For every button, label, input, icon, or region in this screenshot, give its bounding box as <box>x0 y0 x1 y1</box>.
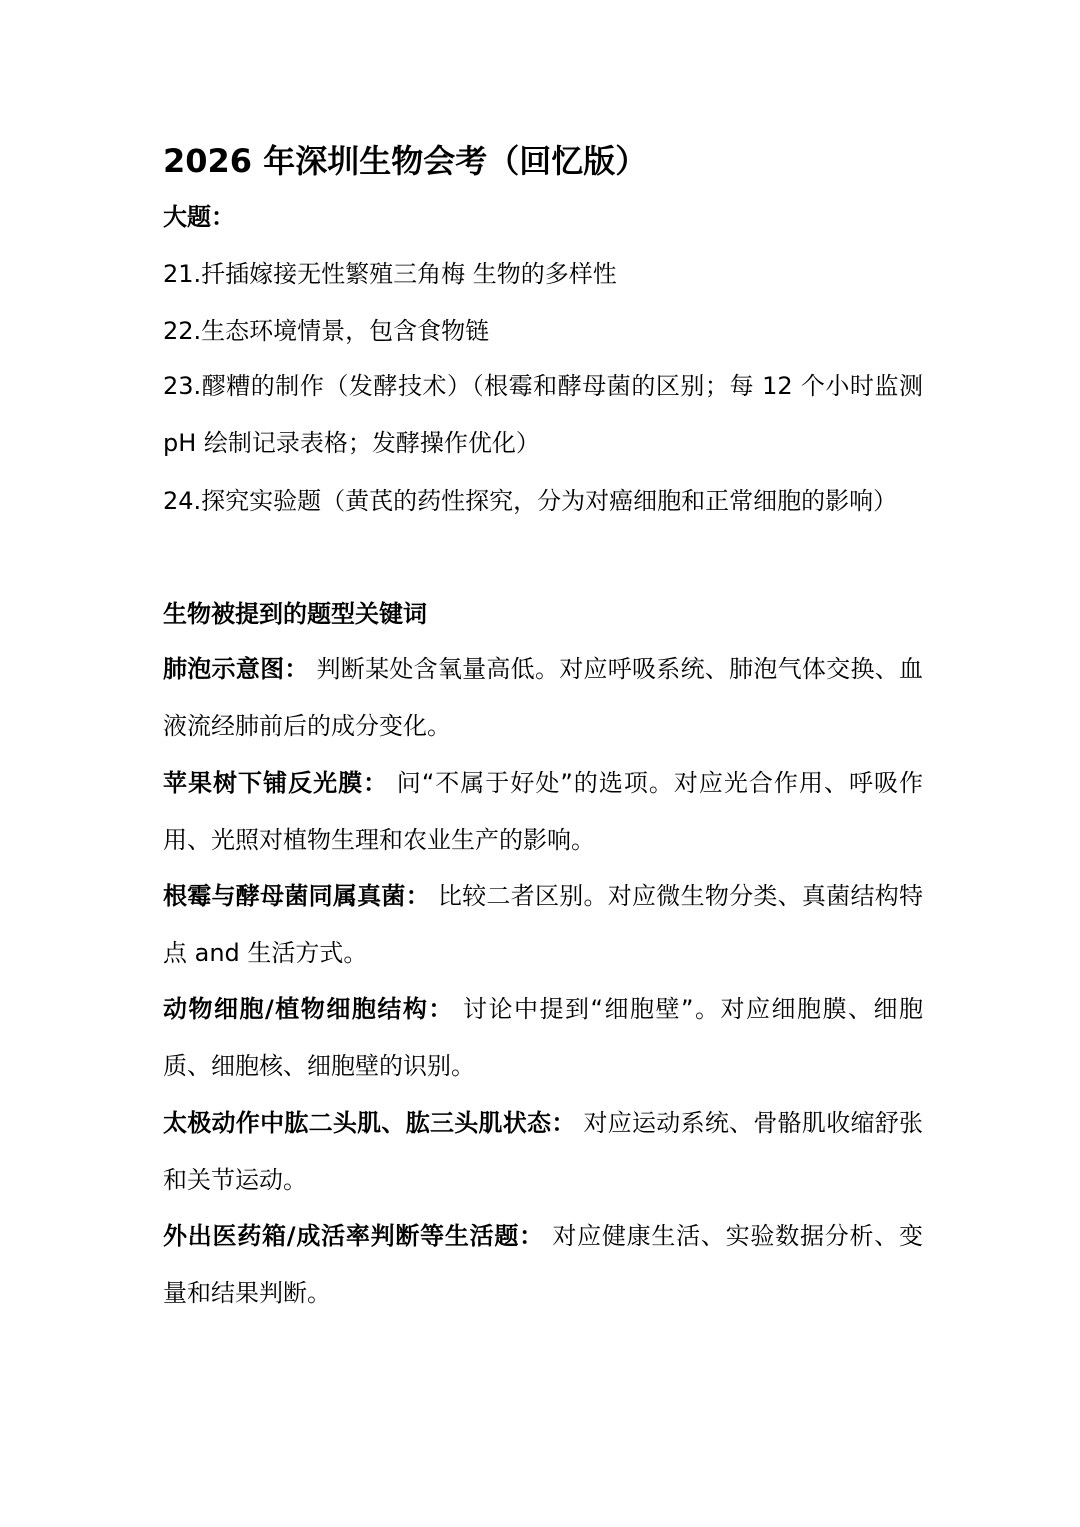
document-title: 2026 年深圳生物会考（回忆版） <box>163 142 648 180</box>
keywords-heading: 生物被提到的题型关键词 <box>163 600 427 628</box>
keyword-desc: 讨论中提到“细胞壁”。对应细胞膜、细胞质、细胞核、细胞壁的识别。 <box>163 995 923 1080</box>
keyword-term: 太极动作中肱二头肌、肱三头肌状态： <box>163 1109 576 1137</box>
keyword-term: 动物细胞/植物细胞结构： <box>163 995 454 1023</box>
keyword-desc: 对应健康生活、实验数据分析、变量和结果判断。 <box>163 1222 923 1307</box>
keyword-item <box>163 641 923 755</box>
question-24: 24.探究实验题（黄芪的药性探究，分为对癌细胞和正常细胞的影响） <box>163 487 898 515</box>
keyword-item <box>163 1208 923 1322</box>
keyword-term: 苹果树下铺反光膜： <box>163 769 389 797</box>
question-22: 22.生态环境情景，包含食物链 <box>163 317 490 345</box>
keyword-term: 外出医药箱/成活率判断等生活题： <box>163 1222 544 1250</box>
keyword-term: 根霉与酵母菌同属真菌： <box>163 882 430 910</box>
keyword-item <box>163 1095 923 1209</box>
keyword-item <box>163 868 923 982</box>
question-23: 23.醪糟的制作（发酵技术）（根霉和酵母菌的区别；每 12 个小时监测 pH 绘制记录表格；发酵操作优化） <box>163 372 923 457</box>
keyword-item <box>163 981 923 1095</box>
keyword-desc: 判断某处含氧量高低。对应呼吸系统、肺泡气体交换、血液流经肺前后的成分变化。 <box>163 655 923 740</box>
big-questions-heading: 大题： <box>163 203 235 231</box>
question-21: 21.扦插嫁接无性繁殖三角梅 生物的多样性 <box>163 260 617 288</box>
keyword-term: 肺泡示意图： <box>163 655 309 683</box>
keyword-desc: 对应运动系统、骨骼肌收缩舒张和关节运动。 <box>163 1109 923 1194</box>
keyword-desc: 比较二者区别。对应微生物分类、真菌结构特点 and 生活方式。 <box>163 882 923 967</box>
keyword-desc: 问“不属于好处”的选项。对应光合作用、呼吸作用、光照对植物生理和农业生产的影响。 <box>163 769 924 854</box>
keyword-item <box>163 755 923 869</box>
